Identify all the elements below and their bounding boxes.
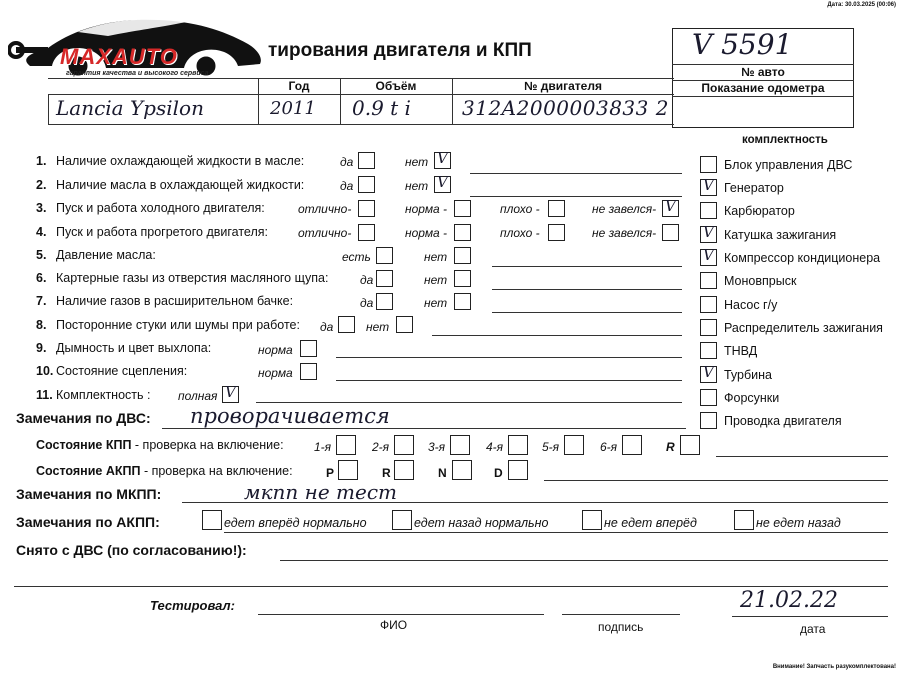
odometer-label: Показание одометра bbox=[701, 81, 825, 95]
volume-value: 0.9 t i bbox=[352, 96, 411, 120]
q3-number: 3. bbox=[36, 201, 47, 215]
remarks-mkpp-label: Замечания по МКПП: bbox=[16, 486, 162, 502]
logo-brand: MAXAUTO bbox=[60, 44, 178, 69]
kpp-gear-6-checkbox[interactable] bbox=[622, 435, 642, 455]
q6-number: 6. bbox=[36, 271, 47, 285]
remarks-mkpp-value: мкпп не тест bbox=[244, 480, 397, 504]
completeness-label-turbo: Турбина bbox=[724, 368, 772, 382]
q7-text: Наличие газов в расширительном бачке: bbox=[56, 294, 294, 308]
completeness-label-ps-pump: Насос г/у bbox=[724, 298, 778, 312]
q3-norma-checkbox[interactable] bbox=[454, 200, 471, 217]
q10-norma-checkbox[interactable] bbox=[300, 363, 317, 380]
q4-ploho-label: плохо - bbox=[500, 226, 540, 240]
akpp-no-forward-checkbox[interactable] bbox=[582, 510, 602, 530]
q1-da-label: да bbox=[340, 155, 354, 169]
auto-number-label: № авто bbox=[741, 65, 785, 79]
q1-net-checkbox[interactable] bbox=[434, 149, 451, 169]
q7-net-checkbox[interactable] bbox=[454, 293, 471, 310]
q2-da-checkbox[interactable] bbox=[358, 176, 375, 193]
akpp-forward-ok-label: едет вперёд нормально bbox=[224, 516, 367, 530]
completeness-checkbox-monoinjection[interactable] bbox=[700, 272, 717, 289]
akpp-backward-ok-label: едет назад нормально bbox=[414, 516, 549, 530]
signature-label: подпись bbox=[598, 620, 644, 634]
q3-text: Пуск и работа холодного двигателя: bbox=[56, 201, 265, 215]
completeness-label-injectors: Форсунки bbox=[724, 391, 780, 405]
q4-ne-zavelsya-label: не завелся- bbox=[592, 226, 657, 240]
q6-net-label: нет bbox=[424, 273, 448, 287]
q8-net-label: нет bbox=[366, 320, 390, 334]
kpp-gear-3-checkbox[interactable] bbox=[450, 435, 470, 455]
q3-otlichno-label: отлично- bbox=[298, 202, 352, 216]
q3-ploho-label: плохо - bbox=[500, 202, 540, 216]
akpp-mode-n-label: N bbox=[438, 466, 447, 480]
completeness-checkbox-carburetor[interactable] bbox=[700, 202, 717, 219]
q1-tick: V bbox=[437, 149, 448, 167]
maxauto-logo bbox=[8, 8, 270, 80]
q10-text: Состояние сцепления: bbox=[56, 364, 188, 378]
q2-da-label: да bbox=[340, 179, 354, 193]
completeness-mark-turbo: V bbox=[703, 363, 714, 381]
page-title: тирования двигателя и КПП bbox=[268, 40, 532, 61]
q1-net-label: нет bbox=[405, 155, 429, 169]
q2-number: 2. bbox=[36, 178, 47, 192]
q6-net-checkbox[interactable] bbox=[454, 270, 471, 287]
completeness-label-wiring: Проводка двигателя bbox=[724, 414, 842, 428]
q2-net-checkbox[interactable] bbox=[434, 173, 451, 193]
q5-net-checkbox[interactable] bbox=[454, 247, 471, 264]
q2-tick: V bbox=[437, 173, 448, 191]
q3-norma-label: норма - bbox=[405, 202, 448, 216]
completeness-label-distributor: Распределитель зажигания bbox=[724, 321, 883, 335]
completeness-checkbox-ac-compressor[interactable] bbox=[700, 246, 717, 266]
q4-norma-checkbox[interactable] bbox=[454, 224, 471, 241]
akpp-mode-r-checkbox[interactable] bbox=[394, 460, 414, 480]
completeness-checkbox-ignition-coil[interactable] bbox=[700, 223, 717, 243]
q6-da-checkbox[interactable] bbox=[376, 270, 393, 287]
q1-text: Наличие охлаждающей жидкости в масле: bbox=[56, 154, 305, 168]
akpp-mode-d-checkbox[interactable] bbox=[508, 460, 528, 480]
completeness-label-generator: Генератор bbox=[724, 181, 784, 195]
q11-number: 11. bbox=[36, 388, 53, 402]
q4-otlichno-checkbox[interactable] bbox=[358, 224, 375, 241]
fio-label: ФИО bbox=[380, 618, 408, 632]
q4-norma-label: норма - bbox=[405, 226, 448, 240]
q5-text: Давление масла: bbox=[56, 248, 156, 262]
kpp-gear-5-label: 5-я bbox=[542, 440, 560, 454]
q8-da-label: да bbox=[320, 320, 334, 334]
akpp-label: Состояние АКПП bbox=[36, 464, 141, 478]
completeness-checkbox-wiring[interactable] bbox=[700, 412, 717, 429]
q4-number: 4. bbox=[36, 225, 47, 239]
completeness-label-ac-compressor: Компрессор кондиционера bbox=[724, 251, 881, 265]
q11-polnaya-label: полная bbox=[178, 389, 218, 403]
q3-tick: V bbox=[665, 197, 676, 215]
q8-da-checkbox[interactable] bbox=[338, 316, 355, 333]
year-header: Год bbox=[288, 79, 310, 93]
q3-otlichno-checkbox[interactable] bbox=[358, 200, 375, 217]
akpp-mode-p-checkbox[interactable] bbox=[338, 460, 358, 480]
q10-number: 10. bbox=[36, 364, 54, 378]
print-date: Дата: 30.03.2025 (00:06) bbox=[827, 2, 896, 8]
akpp-label-rest: - проверка на включение: bbox=[140, 464, 293, 478]
kpp-gear-6-label: 6-я bbox=[600, 440, 618, 454]
completeness-checkbox-injectors[interactable] bbox=[700, 389, 717, 406]
kpp-gear-1-label: 1-я bbox=[314, 440, 332, 454]
kpp-gear-2-checkbox[interactable] bbox=[394, 435, 414, 455]
removed-label: Снято с ДВС (по согласованию!): bbox=[16, 542, 247, 558]
completeness-label-ecu: Блок управления ДВС bbox=[724, 158, 853, 172]
q3-ne-zavelsya-checkbox[interactable] bbox=[662, 197, 679, 217]
q3-ploho-checkbox[interactable] bbox=[548, 200, 565, 217]
completeness-checkbox-ps-pump[interactable] bbox=[700, 296, 717, 313]
q1-da-checkbox[interactable] bbox=[358, 152, 375, 169]
completeness-label-monoinjection: Моновпрыск bbox=[724, 274, 797, 288]
kpp-gear-3-label: 3-я bbox=[428, 440, 446, 454]
remarks-akpp-label: Замечания по АКПП: bbox=[16, 514, 160, 530]
q3-ne-zavelsya-label: не завелся- bbox=[592, 202, 657, 216]
akpp-no-backward-checkbox[interactable] bbox=[734, 510, 754, 530]
completeness-label-tnvd: ТНВД bbox=[724, 344, 758, 358]
q5-number: 5. bbox=[36, 248, 47, 262]
q7-number: 7. bbox=[36, 294, 47, 308]
q8-net-checkbox[interactable] bbox=[396, 316, 413, 333]
q4-ploho-checkbox[interactable] bbox=[548, 224, 565, 241]
akpp-forward-ok-checkbox[interactable] bbox=[202, 510, 222, 530]
akpp-label-row bbox=[36, 464, 293, 478]
q6-da-label: да bbox=[360, 273, 374, 287]
q8-number: 8. bbox=[36, 318, 47, 332]
kpp-gear-r-checkbox[interactable] bbox=[680, 435, 700, 455]
q2-text: Наличие масла в охлаждающей жидкости: bbox=[56, 178, 305, 192]
q9-text: Дымность и цвет выхлопа: bbox=[56, 341, 212, 355]
kpp-label-row bbox=[36, 438, 284, 452]
remarks-dvs-label: Замечания по ДВС: bbox=[16, 410, 151, 426]
akpp-no-forward-label: не едет вперёд bbox=[604, 516, 697, 530]
auto-number-value: V 5591 bbox=[692, 28, 793, 61]
completeness-label-ignition-coil: Катушка зажигания bbox=[724, 228, 837, 242]
completeness-mark-ignition-coil: V bbox=[703, 223, 714, 241]
q9-norma-label: норма bbox=[258, 343, 293, 357]
q10-norma-label: норма bbox=[258, 366, 293, 380]
logo-tagline: гарантия качества и высокого сервиса bbox=[66, 70, 209, 77]
engine-number-header: № двигателя bbox=[524, 79, 602, 93]
completeness-checkbox-ecu[interactable] bbox=[700, 156, 717, 173]
q5-net-label: нет bbox=[424, 250, 448, 264]
q1-number: 1. bbox=[36, 154, 47, 168]
completeness-checkbox-turbo[interactable] bbox=[700, 363, 717, 383]
date-label: дата bbox=[800, 622, 826, 636]
q7-da-checkbox[interactable] bbox=[376, 293, 393, 310]
q6-text: Картерные газы из отверстия масляного щупа: bbox=[56, 271, 329, 285]
akpp-mode-r-label: R bbox=[382, 466, 391, 480]
footer-warning: Внимание! Запчасть разукомплектована! bbox=[772, 664, 896, 670]
q9-number: 9. bbox=[36, 341, 47, 355]
remarks-dvs-value: проворачивается bbox=[190, 404, 390, 428]
kpp-gear-r-label: R bbox=[666, 440, 675, 454]
completeness-title: комплектность bbox=[742, 134, 828, 146]
q2-net-label: нет bbox=[405, 179, 429, 193]
kpp-gear-5-checkbox[interactable] bbox=[564, 435, 584, 455]
completeness-mark-ac-compressor: V bbox=[703, 246, 714, 264]
akpp-mode-p-label: P bbox=[326, 466, 335, 480]
kpp-gear-2-label: 2-я bbox=[372, 440, 390, 454]
kpp-label-rest: - проверка на включение: bbox=[131, 438, 284, 452]
completeness-checkbox-tnvd[interactable] bbox=[700, 342, 717, 359]
q4-otlichno-label: отлично- bbox=[298, 226, 352, 240]
completeness-label-carburetor: Карбюратор bbox=[724, 204, 795, 218]
q11-tick: V bbox=[225, 383, 236, 401]
year-value: 2011 bbox=[270, 98, 316, 119]
akpp-mode-n-checkbox[interactable] bbox=[452, 460, 472, 480]
q5-est-checkbox[interactable] bbox=[376, 247, 393, 264]
q11-polnaya-checkbox[interactable] bbox=[222, 383, 239, 403]
q5-est-label: есть bbox=[342, 250, 371, 264]
kpp-gear-4-label: 4-я bbox=[486, 440, 504, 454]
kpp-gear-4-checkbox[interactable] bbox=[508, 435, 528, 455]
q8-text: Посторонние стуки или шумы при работе: bbox=[56, 318, 300, 332]
q11-text: Комплектность : bbox=[56, 388, 151, 402]
kpp-gear-1-checkbox[interactable] bbox=[336, 435, 356, 455]
q4-ne-zavelsya-checkbox[interactable] bbox=[662, 224, 679, 241]
tested-by-label: Тестировал: bbox=[150, 598, 235, 613]
akpp-mode-d-label: D bbox=[494, 466, 503, 480]
completeness-checkbox-generator[interactable] bbox=[700, 176, 717, 196]
q7-net-label: нет bbox=[424, 296, 448, 310]
q4-text: Пуск и работа прогретого двигателя: bbox=[56, 225, 268, 239]
volume-header: Объём bbox=[375, 79, 417, 93]
akpp-no-backward-label: не едет назад bbox=[756, 516, 841, 530]
date-value: 21.02.22 bbox=[740, 588, 838, 613]
akpp-backward-ok-checkbox[interactable] bbox=[392, 510, 412, 530]
model-value: Lancia Ypsilon bbox=[56, 96, 204, 120]
engine-number-value: 312A2000003833 2 bbox=[462, 96, 669, 120]
q9-norma-checkbox[interactable] bbox=[300, 340, 317, 357]
kpp-label: Состояние КПП bbox=[36, 438, 132, 452]
completeness-mark-generator: V bbox=[703, 176, 714, 194]
completeness-checkbox-distributor[interactable] bbox=[700, 319, 717, 336]
q7-da-label: да bbox=[360, 296, 374, 310]
